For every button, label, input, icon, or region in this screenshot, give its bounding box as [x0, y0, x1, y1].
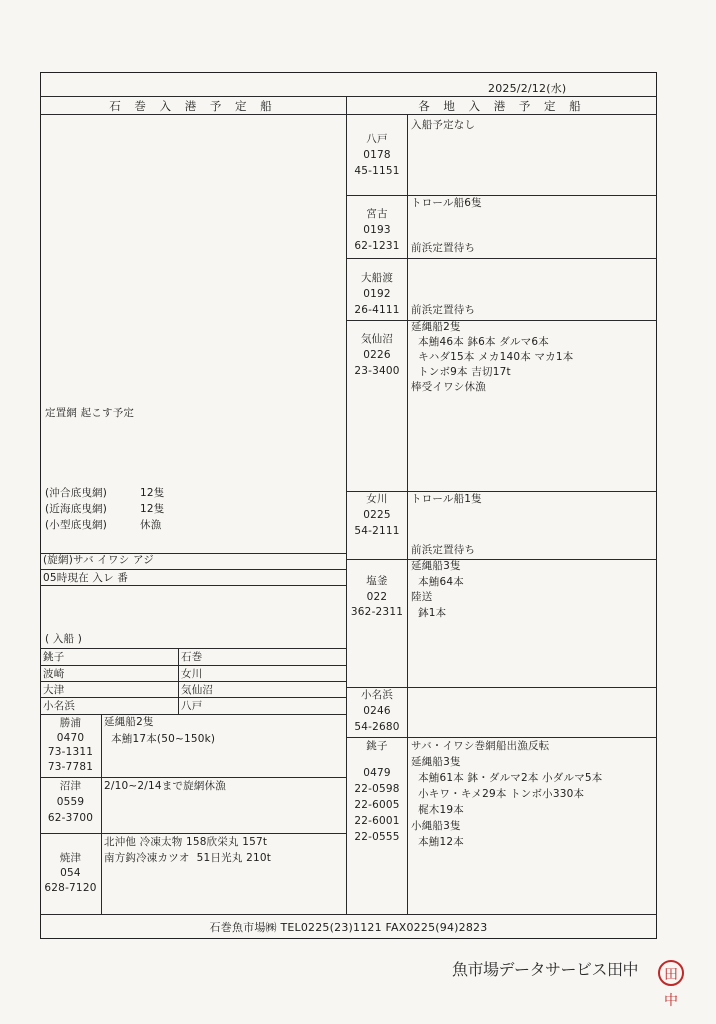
- catch-line: 入船予定なし: [411, 119, 476, 131]
- port-name: 焼津: [59, 852, 82, 864]
- port-name: 女川: [366, 493, 388, 505]
- catch-line: 本鮪64本: [411, 576, 464, 588]
- catch-bottom: 前浜定置待ち: [411, 304, 476, 316]
- port-phone: 26-4111: [354, 304, 400, 316]
- rule: [40, 585, 346, 586]
- port-phone: 22-6001: [354, 815, 400, 827]
- port-name: 気仙沼: [360, 333, 394, 345]
- port-phone: 362-2311: [350, 606, 404, 618]
- signature: 魚市場データサービス田中: [452, 960, 639, 979]
- trawl-name: (沖合底曳網): [45, 487, 108, 499]
- rule: [40, 777, 346, 778]
- port-phone: 628-7120: [44, 882, 97, 894]
- rule: [40, 681, 346, 682]
- port-phone: 0246: [363, 705, 391, 717]
- port-name: 銚子: [366, 740, 388, 752]
- catch-line: 小縄船3隻: [411, 820, 461, 832]
- trawl-value: 12隻: [140, 503, 165, 515]
- catch-line: 棒受イワシ休漁: [411, 381, 486, 393]
- rule: [40, 714, 346, 715]
- port-phone: 022: [366, 591, 388, 603]
- catch-line: 南方鈎冷凍カツオ 51日光丸 210t: [104, 852, 272, 864]
- catch-line: 鉢1本: [411, 607, 447, 619]
- trawl-value: 12隻: [140, 487, 165, 499]
- catch-line: 小キワ・キメ29本 トンボ小330本: [411, 788, 585, 800]
- rule: [346, 491, 657, 492]
- port-phone: 0559: [56, 796, 85, 808]
- port-phone: 0479: [363, 767, 391, 779]
- makiami-line: (旋網)サバ イワシ アジ: [43, 554, 154, 566]
- grid-port: 石巻: [181, 651, 203, 663]
- port-phone: 73-7781: [47, 761, 94, 773]
- rule: [40, 569, 346, 570]
- rule: [346, 559, 657, 560]
- port-phone: 0178: [363, 149, 391, 161]
- port-name: 塩釜: [366, 575, 388, 587]
- port-phone: 0192: [363, 288, 391, 300]
- catch-line: トンボ9本 吉切17t: [411, 366, 511, 378]
- trawl-value: 休漁: [140, 519, 162, 531]
- grid-port: 八戸: [181, 700, 203, 712]
- port-name: 小名浜: [360, 689, 394, 701]
- catch-line: 北沖他 冷凍太物 158欣栄丸 157t: [104, 836, 268, 848]
- port-phone: 54-2111: [354, 525, 400, 537]
- catch-line: キハダ15本 メカ140本 マカ1本: [411, 351, 574, 363]
- catch-line: 本鮪17本(50~150k): [104, 733, 216, 745]
- regional-header: 各 地 入 港 予 定 船: [418, 99, 586, 113]
- port-phone: 62-1231: [354, 240, 400, 252]
- port-phone: 62-3700: [47, 812, 94, 824]
- catch-line: 陸送: [411, 591, 433, 603]
- rule: [346, 737, 657, 738]
- rule: [40, 648, 346, 649]
- tanaka-seal: 田中: [658, 960, 684, 986]
- catch-bottom: 前浜定置待ち: [411, 544, 476, 556]
- rule: [40, 914, 657, 915]
- rule: [346, 320, 657, 321]
- catch-line: 延縄船2隻: [104, 716, 154, 728]
- lower-divider: [101, 714, 102, 914]
- catch-line: サバ・イワシ巻網船出漁反転: [411, 740, 550, 752]
- port-phone: 73-1311: [47, 746, 94, 758]
- grid-port: 銚子: [43, 651, 65, 663]
- port-phone: 0226: [363, 349, 391, 361]
- ishinomaki-header: 石 巻 入 港 予 定 船: [109, 99, 277, 113]
- port-phone: 22-0555: [354, 831, 400, 843]
- port-phone: 054: [60, 867, 81, 879]
- catch-line: 本鮪46本 鉢6本 ダルマ6本: [411, 336, 549, 348]
- catch-line: 延縄船2隻: [411, 321, 461, 333]
- rule: [346, 687, 657, 688]
- port-phone: 45-1151: [354, 165, 400, 177]
- grid-port: 波崎: [43, 668, 65, 680]
- catch-line: トロール船6隻: [411, 197, 482, 209]
- catch-line: トロール船1隻: [411, 493, 482, 505]
- port-divider: [407, 114, 408, 914]
- port-phone: 0225: [363, 509, 391, 521]
- catch-bottom: 前浜定置待ち: [411, 242, 476, 254]
- teichi-note: 定置網 起こす予定: [45, 407, 135, 419]
- port-phone: 23-3400: [354, 365, 400, 377]
- port-name: 宮古: [366, 208, 388, 220]
- rule: [346, 258, 657, 259]
- port-name: 大船渡: [360, 272, 394, 284]
- trawl-name: (近海底曳網): [45, 503, 108, 515]
- current-status: 05時現在 入レ 番: [43, 572, 129, 584]
- catch-line: 延縄船3隻: [411, 756, 461, 768]
- rule: [40, 96, 657, 97]
- port-phone: 54-2680: [354, 721, 400, 733]
- catch-line: 延縄船3隻: [411, 560, 461, 572]
- grid-port: 大津: [43, 684, 65, 696]
- port-phone: 0470: [56, 732, 85, 744]
- port-phone: 0193: [363, 224, 391, 236]
- grid-port: 気仙沼: [181, 684, 214, 696]
- catch-line: 本鮪61本 鉢・ダルマ2本 小ダルマ5本: [411, 772, 603, 784]
- rule: [346, 195, 657, 196]
- rule: [40, 833, 346, 834]
- footer-contact: 石巻魚市場㈱ TEL0225(23)1121 FAX0225(94)2823: [209, 921, 488, 934]
- port-phone: 22-0598: [354, 783, 400, 795]
- rule: [40, 697, 346, 698]
- rule: [40, 665, 346, 666]
- catch-line: 梶木19本: [411, 804, 464, 816]
- catch-line: 本鮪12本: [411, 836, 464, 848]
- port-name: 沼津: [59, 780, 82, 792]
- rule: [40, 114, 657, 115]
- catch-line: 2/10~2/14まで旋網休漁: [104, 780, 226, 792]
- port-phone: 22-6005: [354, 799, 400, 811]
- port-name: 八戸: [366, 133, 388, 145]
- trawl-name: (小型底曳網): [45, 519, 108, 531]
- grid-port: 女川: [181, 668, 203, 680]
- port-name: 勝浦: [59, 717, 82, 729]
- grid-port: 小名浜: [43, 700, 76, 712]
- nyusen-label: ( 入船 ): [45, 633, 83, 645]
- report-date: 2025/2/12(水): [488, 82, 567, 95]
